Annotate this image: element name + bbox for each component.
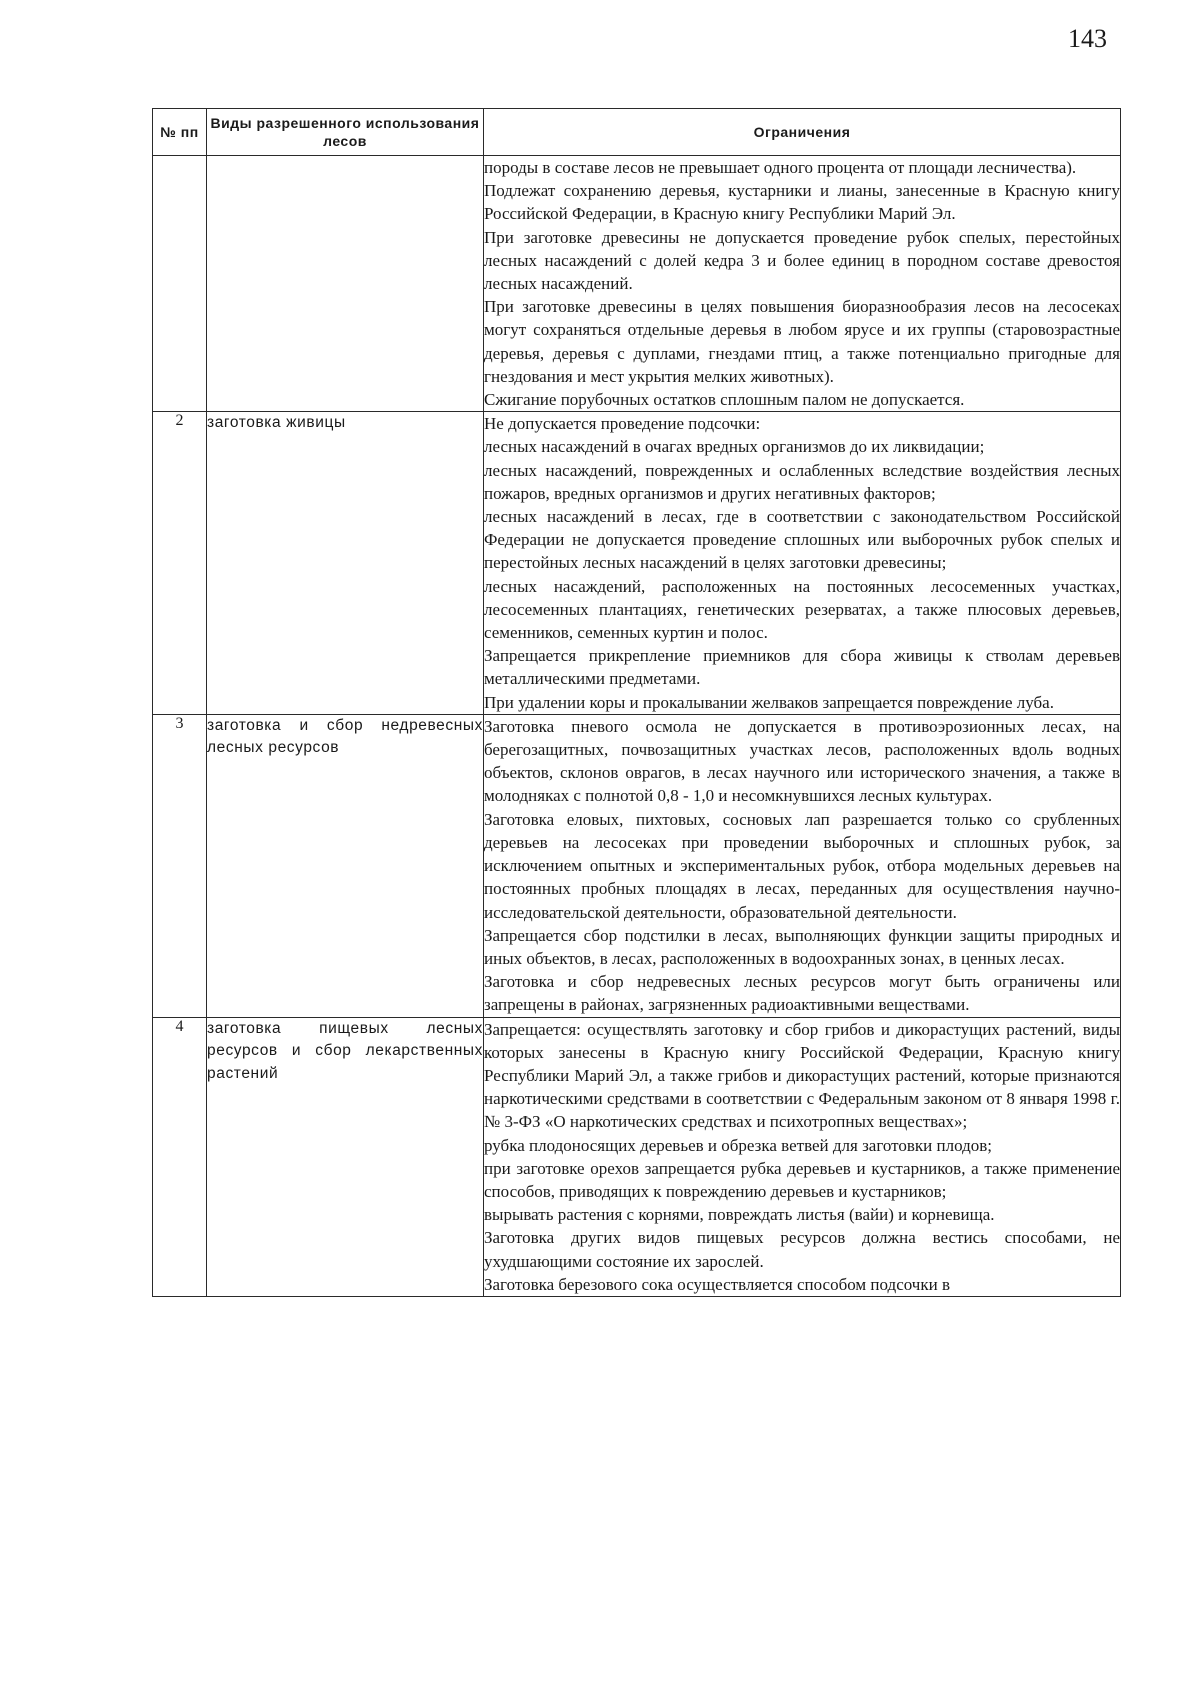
row-number: 3 (153, 714, 207, 1017)
restriction-paragraph: Заготовка других видов пищевых ресурсов должна вестись способами, не ухудшающими состояние их зарослей. (484, 1228, 1120, 1271)
row-number (153, 156, 207, 412)
restrictions-cell (484, 412, 1121, 715)
restriction-paragraph: рубка плодоносящих деревьев и обрезка ветвей для заготовки плодов; (484, 1135, 993, 1155)
row-number: 2 (153, 412, 207, 715)
restriction-paragraph: При заготовке древесины в целях повышения биоразнообразия лесов на лесосеках могут сохраняться отдельные деревья в любом ярусе и их группы (старовозрастные деревья, деревья с дуплами, гнездами птиц, а также потенциально пригодные для гнездования и мест укрытия мелких животных). (484, 297, 1120, 386)
restriction-paragraph: Подлежат сохранению деревья, кустарники и лианы, занесенные в Красную книгу Российской Федерации, в Красную книгу Республики Марий Эл. (484, 181, 1120, 224)
restrictions-cell (484, 714, 1121, 1017)
restriction-paragraph: Заготовка еловых, пихтовых, сосновых лап разрешается только со срубленных деревьев на лесосеках при проведении выборочных и сплошных рубок, за исключением опытных и экспериментальных рубок, отбора модельных деревьев на постоянных пробных площадях в лесах, переданных для осуществления научно-исследовательской деятельности, образовательной деятельности. (484, 809, 1120, 922)
restriction-paragraph: лесных насаждений в лесах, где в соответствии с законодательством Российской Федерации не допускается проведение сплошных или выборочных рубок спелых и перестойных лесных насаждений в целях заготовки древесины; (484, 507, 1120, 573)
usage-kind: заготовка живицы (207, 412, 484, 715)
restriction-paragraph: лесных насаждений в очагах вредных организмов до их ликвидации; (484, 437, 985, 457)
restriction-paragraph: вырывать растения с корнями, повреждать листья (вайи) и корневища. (484, 1205, 995, 1225)
restriction-paragraph: Запрещается сбор подстилки в лесах, выполняющих функции защиты природных и иных объектов, в лесах, расположенных в водоохранных зонах, в ценных лесах. (484, 925, 1120, 968)
page-number: 143 (1068, 24, 1107, 53)
restriction-paragraph: Запрещается: осуществлять заготовку и сбор грибов и дикорастущих растений, виды которых занесены в Красную книгу Российской Федерации, Красную книгу Республики Марий Эл, а также грибов и дикорастущих растений, которые признаются наркотическими средствами в соответствии с Федеральным законом от 8 января 1998 г. № 3-ФЗ «О наркотических средствах и психотропных веществах»; (484, 1019, 1120, 1132)
restriction-paragraph: Заготовка пневого осмола не допускается в противоэрозионных лесах, на берегозащитных, почвозащитных участках лесов, расположенных вдоль водных объектов, склонов оврагов, в лесах научного или исторического значения, а также в молодняках с полнотой 0,8 - 1,0 и несомкнувшихся лесных культурах. (484, 716, 1120, 806)
restrictions-cell (484, 1017, 1121, 1296)
table-row (153, 1017, 1121, 1296)
table-row (153, 156, 1121, 412)
header-kind: Виды разрешенного использования лесов (207, 109, 484, 156)
restriction-paragraph: лесных насаждений, поврежденных и ослабленных вследствие воздействия лесных пожаров, вредных организмов и других негативных факторов; (484, 460, 1120, 503)
restriction-paragraph: породы в составе лесов не превышает одного процента от площади лесничества). (484, 158, 1077, 177)
restrictions-cell (484, 156, 1121, 412)
table-header-row (153, 109, 1121, 156)
restriction-paragraph: Запрещается прикрепление приемников для сбора живицы к стволам деревьев металлическими предметами. (484, 646, 1120, 689)
restriction-paragraph: Сжигание порубочных остатков сплошным палом не допускается. (484, 390, 965, 410)
table-row (153, 412, 1121, 715)
usage-kind: заготовка пищевых лесных ресурсов и сбор лекарственных растений (207, 1017, 484, 1296)
restriction-paragraph: лесных насаждений, расположенных на постоянных лесосеменных участках, лесосеменных плантациях, генетических резерватах, а также плюсовых деревьев, семенников, семенных куртин и полос. (484, 576, 1120, 643)
restriction-paragraph: Заготовка и сбор недревесных лесных ресурсов могут быть ограничены или запрещены в районах, загрязненных радиоактивными веществами. (484, 972, 1120, 1015)
restriction-paragraph: При удалении коры и прокалывании желваков запрещается повреждение луба. (484, 692, 1054, 712)
restriction-paragraph: Заготовка березового сока осуществляется способом подсочки в (484, 1274, 950, 1294)
table-row (153, 714, 1121, 1017)
header-num: № пп (153, 109, 207, 156)
restriction-paragraph: при заготовке орехов запрещается рубка деревьев и кустарников, а также применение способов, приводящих к повреждению деревьев и кустарников; (484, 1158, 1120, 1201)
row-number: 4 (153, 1017, 207, 1296)
restrictions-table (152, 108, 1121, 1297)
usage-kind (207, 156, 484, 412)
restriction-paragraph: Не допускается проведение подсочки: (484, 414, 761, 434)
restriction-paragraph: При заготовке древесины не допускается проведение рубок спелых, перестойных лесных насаждений с долей кедра 3 и более единиц в породном составе древостоя лесных насаждений. (484, 227, 1120, 294)
header-restrictions: Ограничения (484, 109, 1121, 156)
usage-kind: заготовка и сбор недревесных лесных ресурсов (207, 714, 484, 1017)
